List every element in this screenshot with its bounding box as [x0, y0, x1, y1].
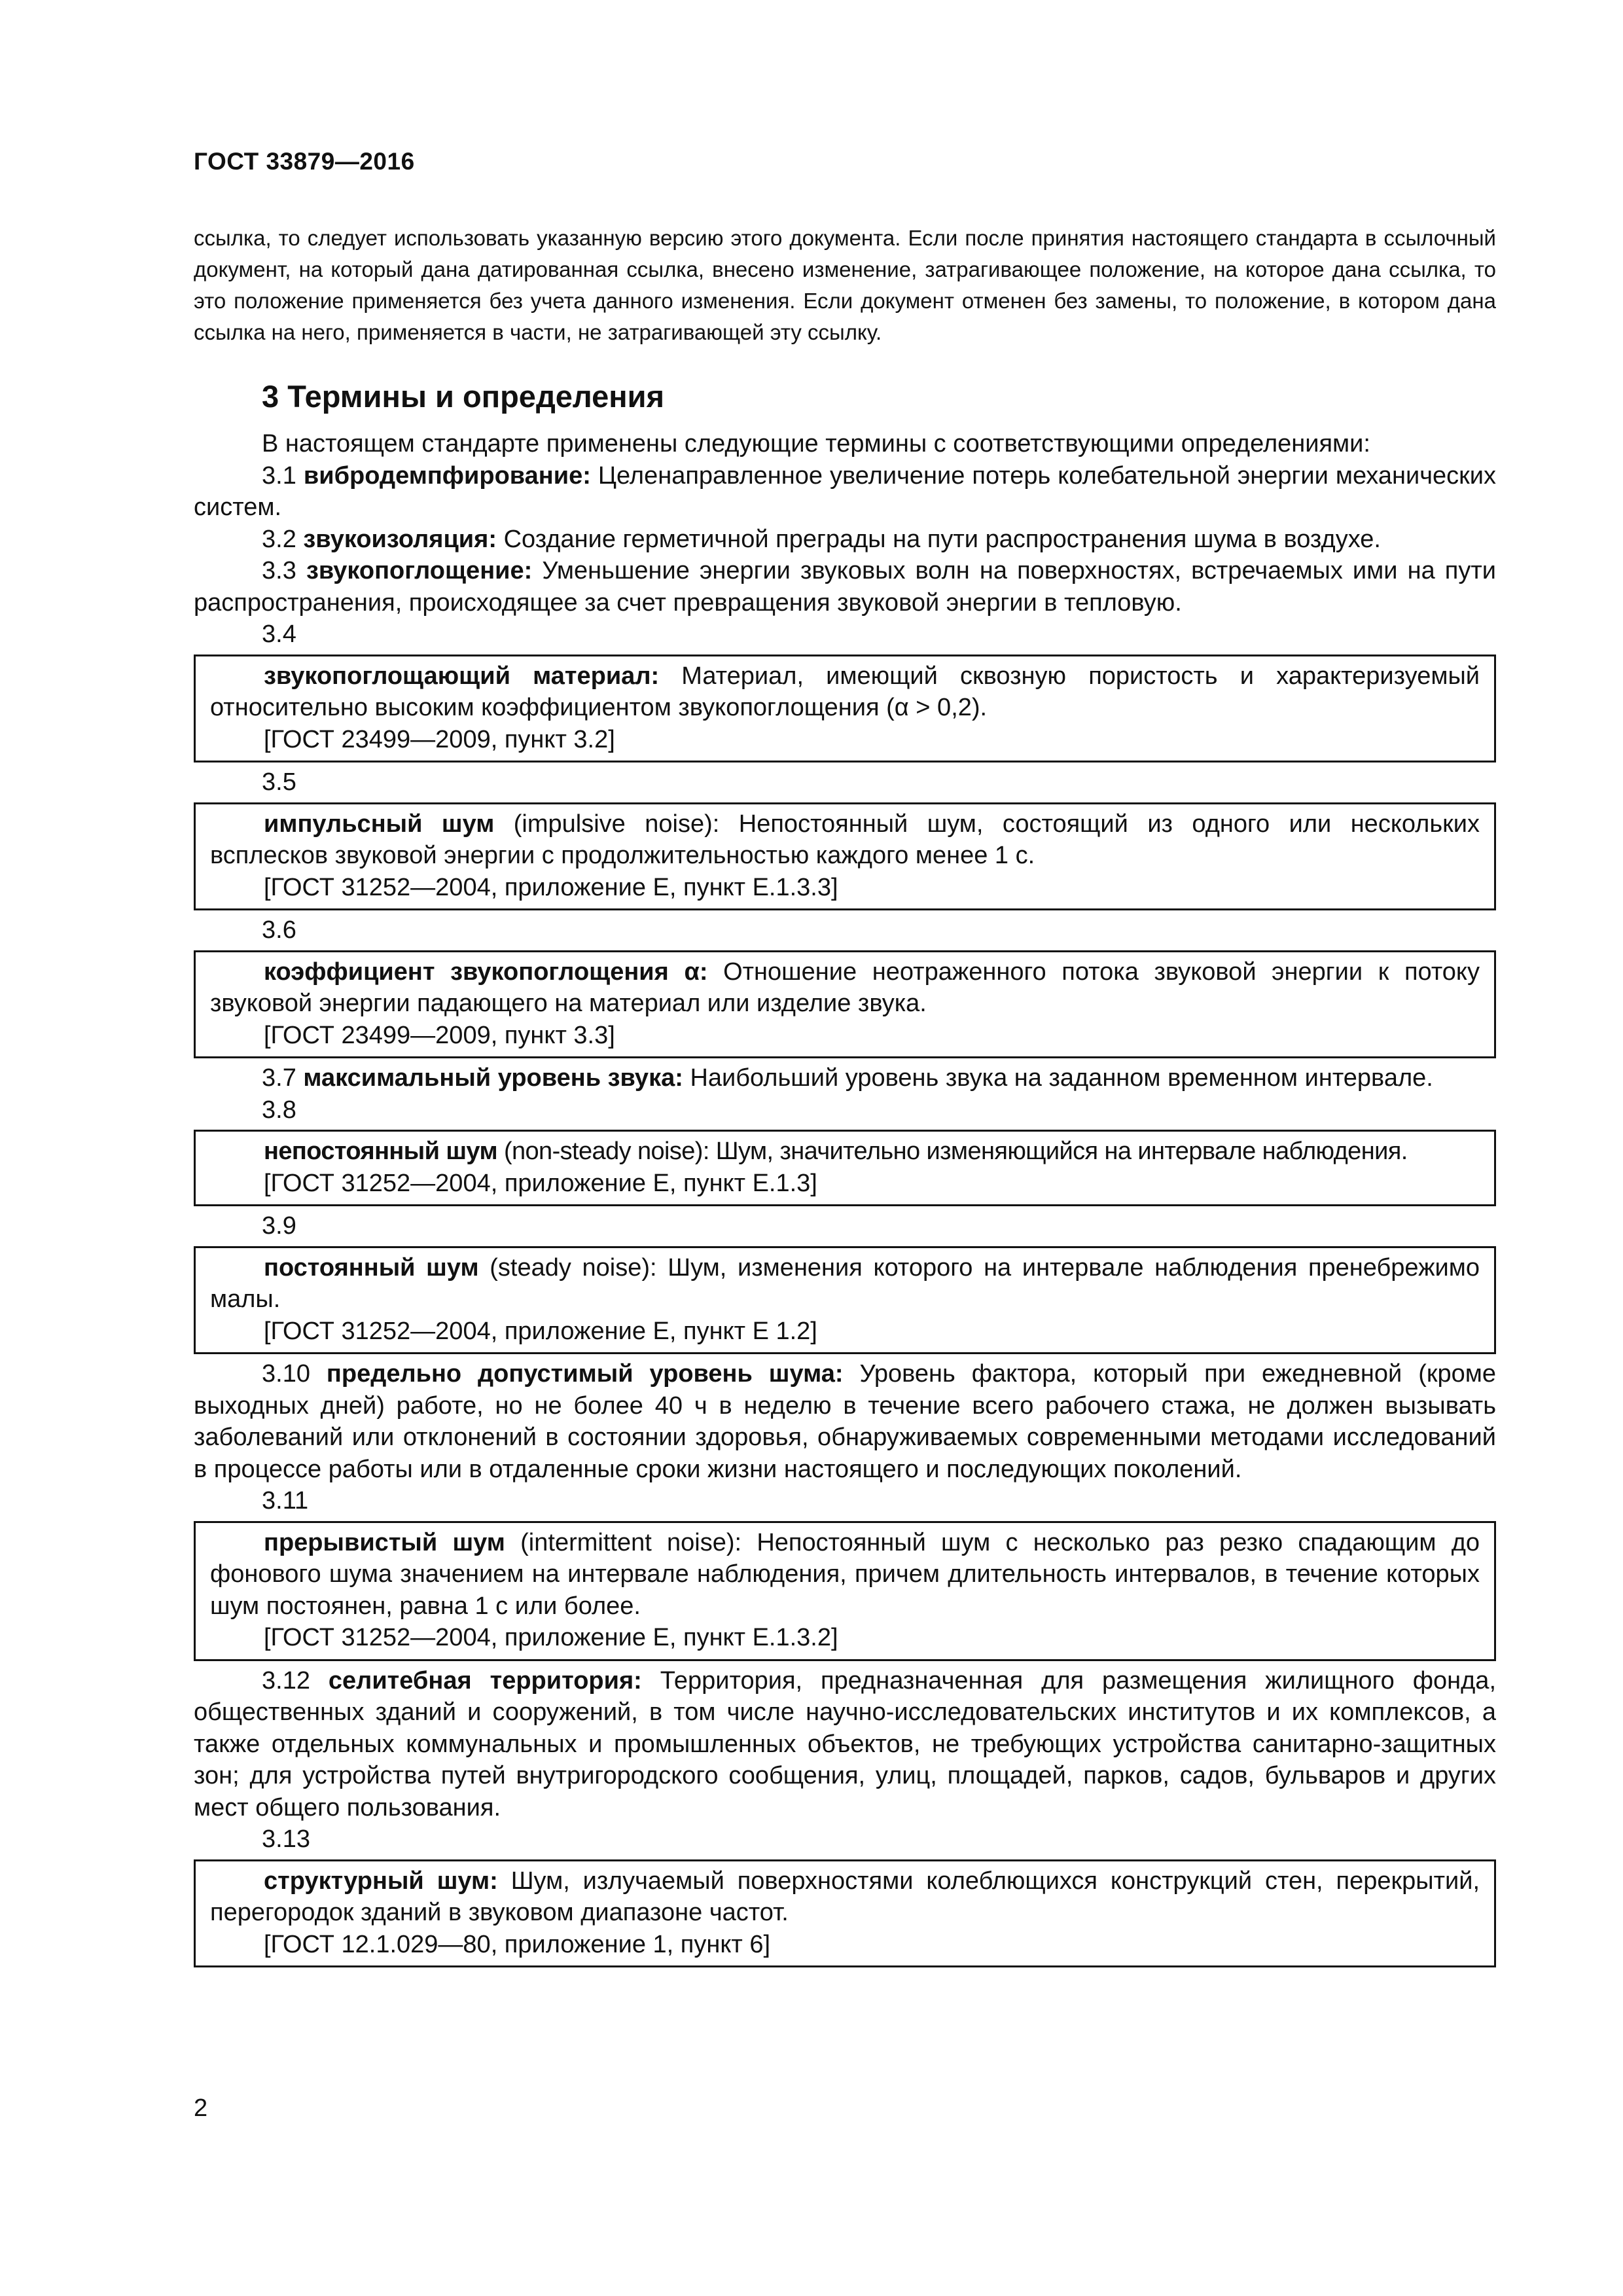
term-definition: Шум, значительно изменяющийся на интервале наблюдения.	[715, 1138, 1408, 1165]
term-name: вибродемпфирование:	[303, 461, 591, 490]
term-box-3-5	[194, 802, 1496, 911]
term-english: (steady noise):	[490, 1253, 657, 1282]
term-source: [ГОСТ 31252—2004, приложение Е, пункт Е.1.3.2]	[264, 1624, 838, 1651]
term-3-10	[194, 1358, 1496, 1485]
term-definition: Отношение неотраженного потока звуковой энергии к потоку звуковой энергии падающего на материал или изделие звука.	[210, 958, 1480, 1017]
term-name: импульсный шум	[264, 810, 495, 838]
lead-paragraph: В настоящем стандарте применены следующие термины с соответствующими определениями:	[262, 430, 1370, 457]
term-number-3-9: 3.9	[262, 1212, 296, 1240]
term-english: (intermittent noise):	[520, 1528, 742, 1556]
term-name: непостоянный шум	[264, 1138, 497, 1165]
document-header: ГОСТ 33879—2016	[194, 148, 415, 175]
term-number: 3.3	[262, 557, 296, 584]
term-name: звукоизоляция:	[303, 525, 497, 553]
term-source: [ГОСТ 23499—2009, пункт 3.2]	[264, 725, 615, 753]
term-definition: Целенаправленное увеличение потерь колебательной энергии механических систем.	[194, 461, 1496, 521]
term-3-11	[210, 1527, 1480, 1623]
term-number-3-11: 3.11	[262, 1487, 309, 1515]
term-box-3-9	[194, 1246, 1496, 1355]
term-3-8	[210, 1136, 1480, 1168]
term-3-3	[194, 555, 1496, 619]
term-name: прерывистый шум	[264, 1528, 505, 1556]
term-box-3-4	[194, 655, 1496, 763]
term-number: 3.10	[262, 1360, 310, 1388]
term-3-5	[210, 808, 1480, 872]
term-number-3-8: 3.8	[262, 1096, 296, 1124]
term-3-12	[194, 1665, 1496, 1824]
term-definition: Территория, предназначенная для размещения жилищного фонда, общественных зданий и сооружений, в том числе научно-исследовательских институтов и их комплексов, а также отдельных коммунальных и промышленных объектов, не требующих устройства санитарно-защитных зон; для устройства путей внутригородского сообщения, улиц, площадей, парков, садов, бульваров и других мест общего пользования.	[194, 1666, 1496, 1821]
term-number-3-13: 3.13	[262, 1825, 310, 1853]
term-definition: Материал, имеющий сквозную пористость и характеризуемый относительно высоким коэффициентом звукопоглощения (α > 0,2).	[210, 662, 1480, 721]
term-definition: Шум, излучаемый поверхностями колеблющихся конструкций стен, перекрытий, перегородок зданий в звуковом диапазоне частот.	[210, 1867, 1480, 1926]
term-name: максимальный уровень звука:	[303, 1064, 683, 1092]
term-definition: Уменьшение энергии звуковых волн на поверхностях, встречаемых ими на пути распространения, происходящее за счет превращения звуковой энергии в тепловую.	[194, 557, 1497, 617]
intro-paragraph: ссылка, то следует использовать указанную версию этого документа. Если после принятия настоящего стандарта в ссылочный документ, на который дана датированная ссылка, внесено изменение, затрагивающее положение, на которое дана ссылка, то это положение применяется без учета данного изменения. Если документ отменен без замены, то положение, в котором дана ссылка на него, применяется в части, не затрагивающей эту ссылку.	[194, 226, 1496, 344]
term-3-2	[194, 524, 1496, 556]
term-number-3-6: 3.6	[262, 916, 296, 944]
term-number: 3.1	[262, 461, 296, 490]
terms-body	[194, 428, 1496, 1971]
term-definition: Непостоянный шум с несколько раз резко спадающим до фонового шума значением на интервале наблюдения, причем длительность интервалов, в течение которых шум постоянен, равна 1 с или более.	[210, 1528, 1480, 1620]
term-3-4	[210, 660, 1480, 724]
term-3-6	[210, 956, 1480, 1020]
term-name: структурный шум:	[264, 1867, 498, 1895]
term-number-3-5: 3.5	[262, 768, 296, 796]
term-definition: Создание герметичной преграды на пути распространения шума в воздухе.	[503, 525, 1381, 553]
term-3-9	[210, 1252, 1480, 1316]
term-english: (impulsive noise):	[513, 810, 720, 838]
term-source: [ГОСТ 23499—2009, пункт 3.3]	[264, 1021, 615, 1049]
term-number: 3.12	[262, 1666, 310, 1695]
term-name: звукопоглощение:	[306, 557, 533, 584]
term-definition: Непостоянный шум, состоящий из одного или нескольких всплесков звуковой энергии с продолжительностью каждого менее 1 с.	[210, 810, 1480, 869]
page-number: 2	[194, 2094, 208, 2122]
term-name: звукопоглощающий материал:	[264, 662, 660, 690]
term-number: 3.7	[262, 1064, 296, 1092]
term-definition: Уровень фактора, который при ежедневной (кроме выходных дней) работе, но не более 40 ч в неделю в течение всего рабочего стажа, не должен вызывать заболеваний или отклонений в состоянии здоровья, обнаруживаемых современными методами исследований в процессе работы или в отдаленные сроки жизни настоящего и последующих поколений.	[194, 1360, 1496, 1483]
term-name: селитебная территория:	[328, 1666, 642, 1695]
term-3-7	[194, 1062, 1496, 1094]
term-source: [ГОСТ 31252—2004, приложение Е, пункт Е 1.2]	[264, 1317, 817, 1345]
term-source: [ГОСТ 31252—2004, приложение Е, пункт Е.1.3.3]	[264, 873, 838, 901]
section-title: 3 Термины и определения	[262, 379, 664, 414]
term-name: постоянный шум	[264, 1253, 479, 1282]
term-3-13	[210, 1865, 1480, 1929]
term-source: [ГОСТ 31252—2004, приложение Е, пункт Е.1.3]	[264, 1169, 817, 1197]
term-definition: Шум, изменения которого на интервале наблюдения пренебрежимо малы.	[210, 1253, 1480, 1313]
term-box-3-6	[194, 950, 1496, 1059]
term-box-3-13	[194, 1859, 1496, 1968]
term-name: коэффициент звукопоглощения α:	[264, 958, 708, 986]
term-number: 3.2	[262, 525, 296, 553]
term-3-1	[194, 460, 1496, 524]
term-source: [ГОСТ 12.1.029—80, приложение 1, пункт 6]	[264, 1930, 771, 1958]
term-definition: Наибольший уровень звука на заданном временном интервале.	[690, 1064, 1433, 1092]
term-number-3-4: 3.4	[262, 620, 296, 648]
term-english: (non-steady noise):	[503, 1138, 709, 1165]
term-box-3-8	[194, 1130, 1496, 1206]
term-box-3-11	[194, 1521, 1496, 1661]
term-name: предельно допустимый уровень шума:	[326, 1360, 844, 1388]
